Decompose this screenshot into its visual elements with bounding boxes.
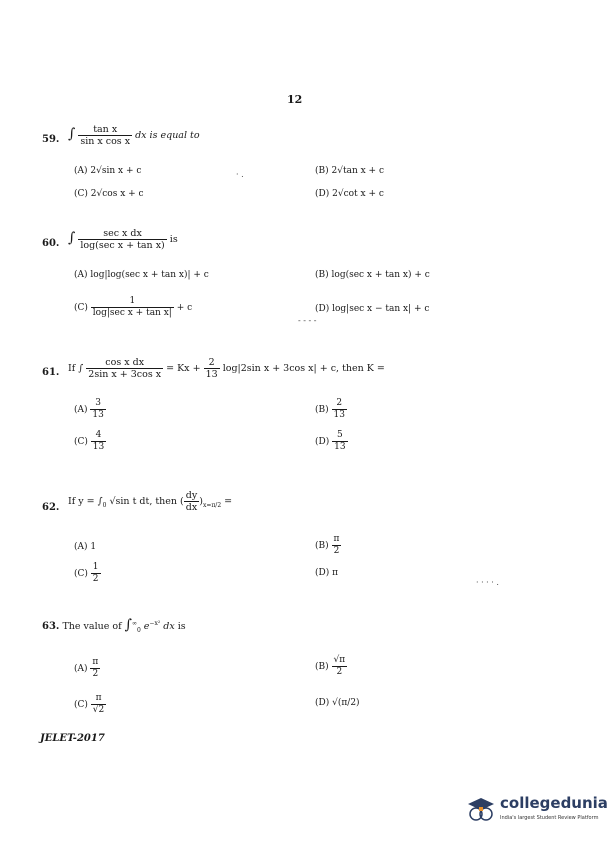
- page-number: 12: [287, 93, 303, 106]
- scan-dots: - - - -: [298, 316, 317, 325]
- question-62-number: 62.: [42, 502, 60, 513]
- question-60-stem: ∫ $\frac{\text{sec x dx}}{\text{log(sec x + tan x)}}$ is: [68, 228, 178, 251]
- question-59-stem: ∫ $\frac{\text{tan x}}{\text{sin x cos x}}$ dx is equal to: [68, 124, 200, 147]
- question-63-option-c: (C) $\frac{\pi}{√2}$: [74, 693, 105, 715]
- question-60-option-b: (B) log(sec x + tan x) + c: [315, 270, 430, 280]
- question-59-number: 59.: [42, 134, 60, 145]
- question-60-option-a: (A) log|log(sec x + tan x)| + c: [74, 270, 209, 280]
- question-63-option-d: (D) √(π/2): [315, 698, 360, 708]
- question-62-option-c: (C) $\frac{1}{2}$: [74, 562, 99, 584]
- exam-footer: JELET-2017: [40, 733, 105, 744]
- question-59-option-a: (A) 2√sin x + c: [74, 166, 142, 176]
- logo-name: collegedunia: [500, 794, 608, 812]
- question-62-option-b: (B) $\frac{\pi}{2}$: [315, 534, 340, 556]
- question-61-option-d: (D) $\frac{5}{13}$: [315, 430, 346, 452]
- logo-tagline: India's largest Student Review Platform: [500, 815, 599, 821]
- question-61-option-c: (C) $\frac{4}{13}$: [74, 430, 105, 452]
- question-62-option-a: (A) 1: [74, 542, 97, 552]
- question-60-option-d: (D) log|sec x − tan x| + c: [315, 304, 430, 314]
- scan-dots: · · · · .: [476, 578, 499, 587]
- question-59-option-d: (D) 2√cot x + c: [315, 189, 384, 199]
- question-62-stem: If $y = \int_0$ √sin t dt, then ( $\frac{dy}{dx}$ )$_{x=\pi/2}$ =: [68, 490, 233, 513]
- question-59-option-b: (B) 2√tan x + c: [315, 166, 384, 176]
- scan-dot: · .: [236, 170, 244, 179]
- question-61-stem: If ∫ $\frac{\text{cos x dx}}{\text{2sin x + 3cos x}}$ = Kx + $\frac{2}{13}$ log|2sin x + 3cos x| + c, then K =: [68, 357, 385, 380]
- graduation-cap-icon: [466, 795, 496, 825]
- question-62-option-d: (D) π: [315, 568, 339, 578]
- question-63-option-b: (B) $\frac{√\pi}{2}$: [315, 655, 346, 677]
- question-63-option-a: (A) $\frac{\pi}{2}$: [74, 657, 99, 679]
- question-60-number: 60.: [42, 238, 60, 249]
- question-61-option-b: (B) $\frac{2}{13}$: [315, 398, 345, 420]
- question-61-option-a: (A) $\frac{3}{13}$: [74, 398, 104, 420]
- question-60-option-c: (C) $\frac{1}{\text{log|sec x + tan x|}}$ + c: [74, 296, 193, 318]
- question-63-stem: 63. The value of $\int^\infty_0$ $e^{-x^2}$ dx is: [42, 617, 186, 634]
- question-61-number: 61.: [42, 367, 60, 378]
- question-59-option-c: (C) 2√cos x + c: [74, 189, 144, 199]
